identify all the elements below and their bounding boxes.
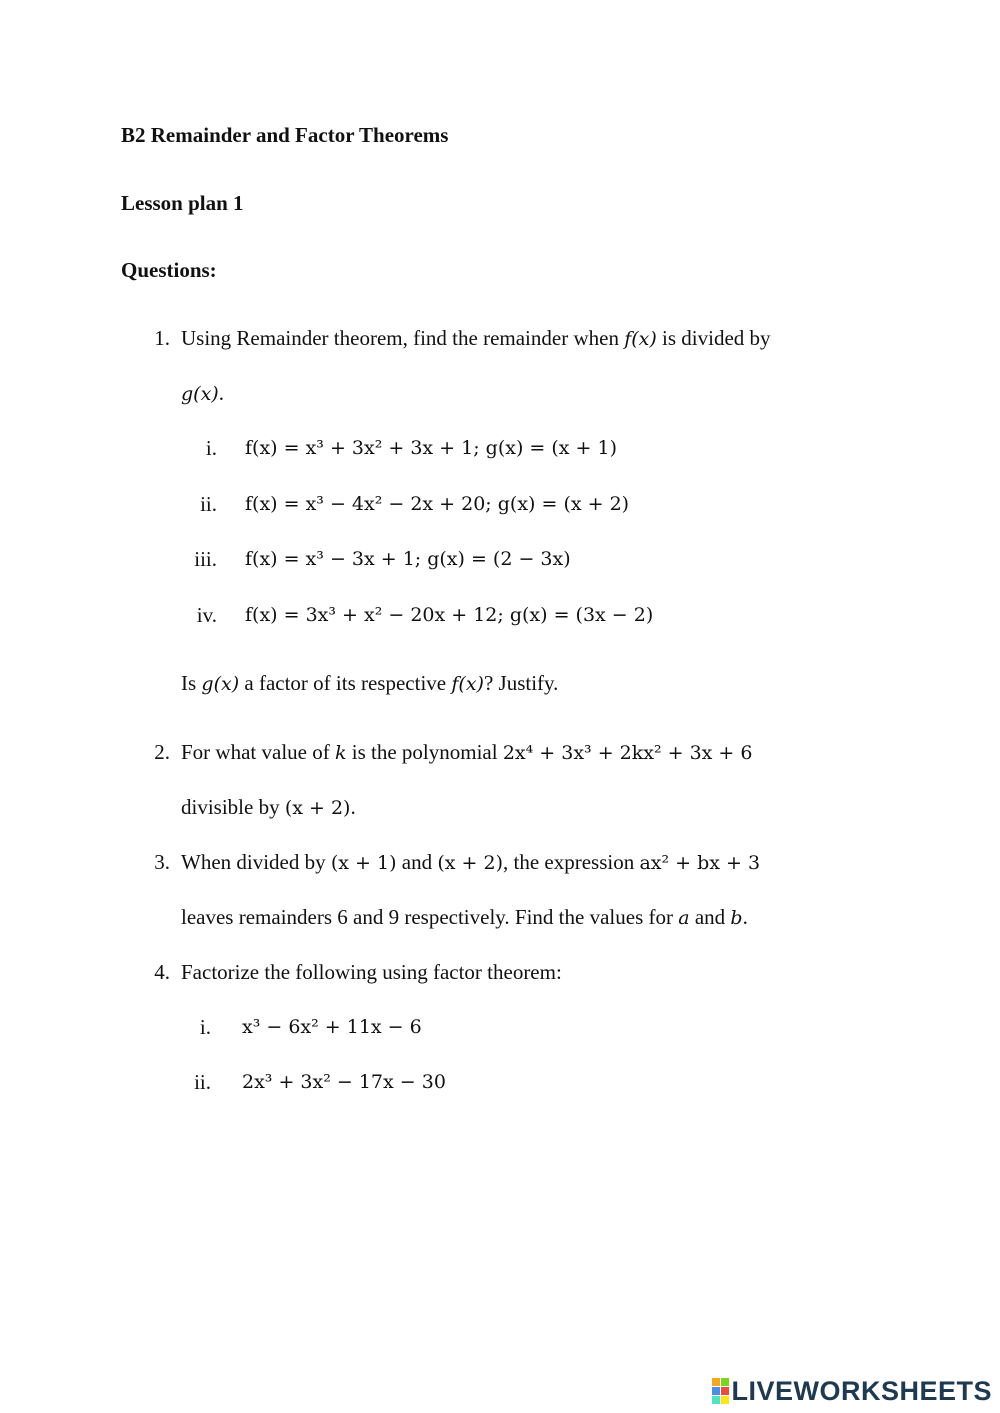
subitem-expression: f(x) = x³ + 3x² + 3x + 1; g(x) = (x + 1) [245, 437, 617, 459]
question-text [181, 850, 760, 875]
liveworksheets-logo-icon [712, 1378, 729, 1404]
question-text-part: . [350, 795, 356, 819]
math-expression: k [334, 742, 347, 764]
subitem-expression: f(x) = 3x³ + x² − 20x + 12; g(x) = (3x − 2) [245, 604, 654, 626]
logo-square [712, 1387, 720, 1395]
logo-square [712, 1396, 720, 1404]
math-expression: f(x) [624, 328, 657, 350]
lesson-subtitle: Lesson plan 1 [121, 191, 244, 215]
subitem-expression: f(x) = x³ − 4x² − 2x + 20; g(x) = (x + 2) [245, 493, 630, 515]
question-number: 1. [154, 326, 170, 350]
question-text-part: a factor of its respective [239, 671, 452, 695]
question-text [181, 326, 771, 351]
math-expression: (x + 2) [437, 852, 503, 874]
question-text-part: When divided by [181, 850, 331, 874]
logo-square [721, 1396, 729, 1404]
question-number: 4. [154, 960, 170, 984]
question-text-part: . [218, 381, 224, 405]
math-expression: (x + 2) [284, 797, 351, 819]
question-text-part: ? Justify. [483, 671, 559, 695]
follow-up-question [181, 671, 558, 696]
subitem-label: i. [205, 436, 217, 460]
question-text-part: Using Remainder theorem, find the remainder when [181, 326, 625, 350]
logo-square [712, 1378, 720, 1386]
subitem-label: ii. [200, 492, 217, 516]
question-text-part: and [396, 850, 438, 874]
question-text-part: and [689, 905, 731, 929]
question-number: 2. [154, 740, 170, 764]
question-number: 3. [154, 850, 170, 874]
question-text-part: , the expression [503, 850, 640, 874]
math-expression: ax² + bx + 3 [639, 852, 761, 874]
question-text-part: is divided by [656, 326, 771, 350]
question-text-line2 [181, 381, 224, 406]
math-expression: 2x⁴ + 3x³ + 2kx² + 3x + 6 [502, 742, 753, 764]
question-text-part: . [742, 905, 748, 929]
footer-brand [712, 1377, 992, 1405]
math-expression: g(x) [181, 383, 219, 405]
subitem-expression: f(x) = x³ − 3x + 1; g(x) = (2 − 3x) [245, 548, 571, 570]
logo-square [721, 1387, 729, 1395]
question-text-part: is the polynomial [346, 740, 503, 764]
math-expression: b [730, 907, 743, 929]
questions-label: Questions: [121, 258, 217, 282]
question-text-part: leaves remainders 6 and 9 respectively. Find the values for [181, 905, 679, 929]
math-expression: (x + 1) [330, 852, 397, 874]
subitem-label: i. [199, 1015, 211, 1039]
question-text-line2 [181, 905, 748, 930]
brand-name: LIVEWORKSHEETS [731, 1375, 992, 1406]
math-expression: a [678, 907, 690, 929]
subitem-expression: x³ − 6x² + 11x − 6 [242, 1016, 422, 1038]
logo-square [721, 1378, 729, 1386]
question-text-part: For what value of [181, 740, 335, 764]
subitem-label: iii. [194, 547, 217, 571]
question-text-line2 [181, 795, 356, 820]
question-text: Factorize the following using factor theorem: [181, 960, 562, 984]
subitem-label: iv. [196, 603, 217, 627]
math-expression: g(x) [201, 673, 240, 695]
subitem-expression: 2x³ + 3x² − 17x − 30 [242, 1071, 446, 1093]
question-text-part: divisible by [181, 795, 285, 819]
page-title: B2 Remainder and Factor Theorems [121, 123, 449, 147]
math-expression: f(x) [451, 673, 484, 695]
subitem-label: ii. [194, 1070, 211, 1094]
question-text [181, 740, 752, 765]
question-text-part: Is [181, 671, 202, 695]
